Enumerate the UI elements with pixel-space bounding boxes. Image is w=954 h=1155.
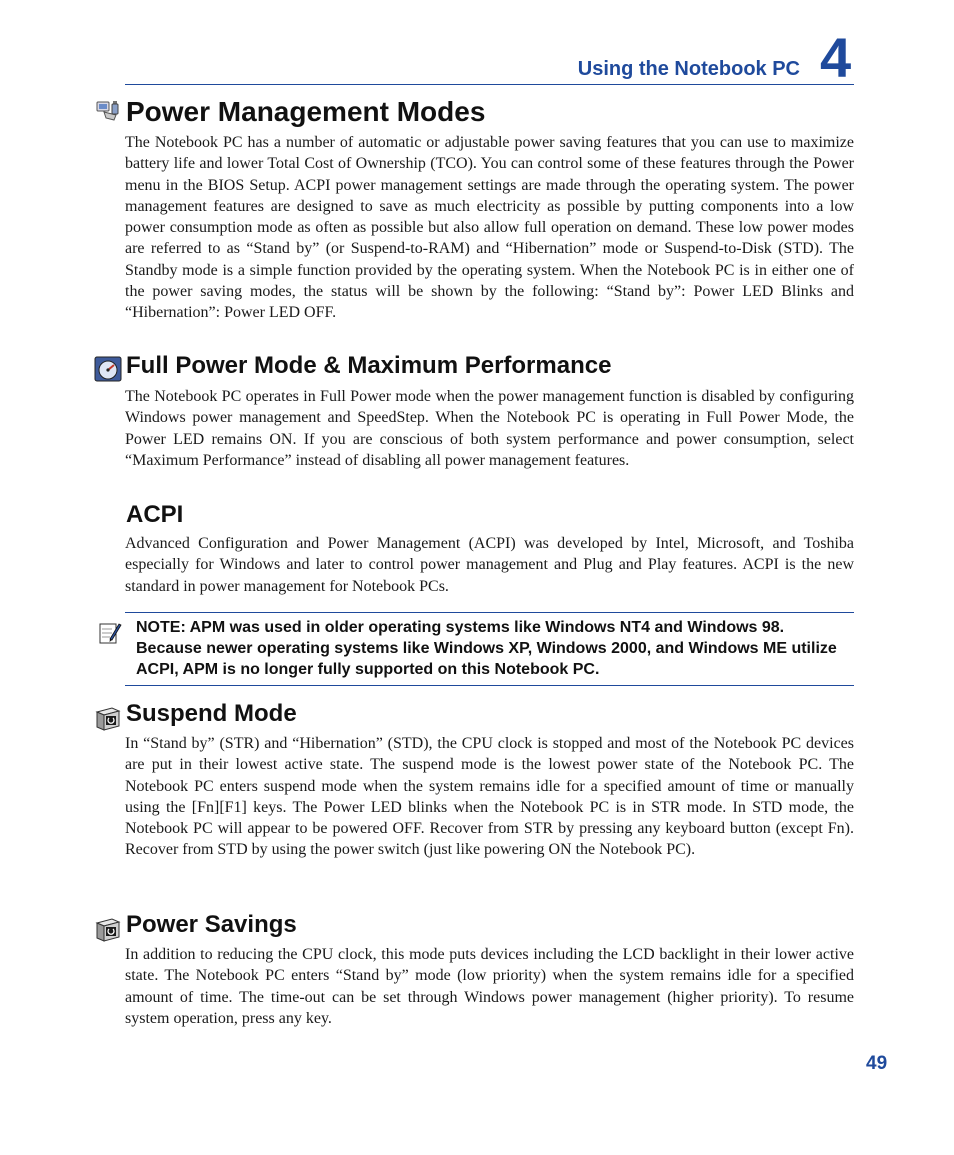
power-plug-icon [94,98,122,126]
power-savings-icon [94,915,122,943]
section-body-acpi: Advanced Configuration and Power Management (ACPI) was developed by Intel, Microsoft, and Toshiba especially for Windows and later to control power management and Plug and Play features. ACPI is the new standard in power management for Notebook PCs. [125,535,854,595]
chapter-number: 4 [820,26,852,89]
suspend-mode-icon [94,704,122,732]
header-divider [125,84,854,85]
section-heading-acpi: ACPI [126,501,184,528]
section-heading-power-management: Power Management Modes [126,96,486,127]
note-text: NOTE: APM was used in older operating systems like Windows NT4 and Windows 98. Because newer operating systems like Windows XP, Windows 2000, and Windows ME utilize ACPI, APM is no longer fully supported on this Notebook PC. [136,619,837,678]
section-body-full-power: The Notebook PC operates in Full Power mode when the power management function is disabled by configuring Windows power management and SpeedStep. When the Notebook PC is operating in Full Power Mode, the Power LED remains ON. If you are conscious of both system performance and power consumption, select “Maximum Performance” instead of disabling all power management features. [125,388,854,469]
section-body-power-management: The Notebook PC has a number of automatic or adjustable power saving features that you can use to maximize battery life and lower Total Cost of Ownership (TCO). You can control some of these features through the Power menu in the BIOS Setup. ACPI power management settings are made through the operating system. The power management features are designed to save as much electricity as possible by putting components into a low power consumption mode as often as possible but also allow full operation on demand. These low power modes are referred to as “Stand by” (or Suspend-to-RAM) and “Hibernation” mode or Suspend-to-Disk (STD). The Standby mode is a simple function provided by the operating system. When the Notebook PC is in either one of the power saving modes, the status will be shown by the following: “Stand by”: Power LED Blinks and “Hibernation”: Power LED OFF. [125,134,854,322]
performance-gauge-icon [94,355,122,383]
chapter-title: Using the Notebook PC [577,58,800,80]
note-pencil-icon [98,620,122,646]
section-heading-power-savings: Power Savings [126,911,297,938]
section-body-power-savings: In addition to reducing the CPU clock, this mode puts devices including the LCD backlight in their lower active state. The Notebook PC enters “Stand by” mode (low priority) when the system remains idle for a specified amount of time. The time-out can be set through Windows power management (higher priority). To resume system operation, press any key. [125,946,854,1027]
section-body-suspend: In “Stand by” (STR) and “Hibernation” (STD), the CPU clock is stopped and most of the Notebook PC devices are put in their lowest active state. The suspend mode is the lowest power state of the Notebook PC. The Notebook PC enters suspend mode when the system remains idle for a specified amount of time or manually using the [Fn][F1] keys. The Power LED blinks when the Notebook PC is in STR mode. In STD mode, the Notebook PC will appear to be powered OFF. Recover from STR by pressing any keyboard button (except Fn). Recover from STD by using the power switch (just like powering ON the Notebook PC). [125,735,854,859]
page-number: 49 [866,1053,888,1074]
section-heading-suspend: Suspend Mode [126,700,297,727]
section-heading-full-power: Full Power Mode & Maximum Performance [126,352,612,379]
